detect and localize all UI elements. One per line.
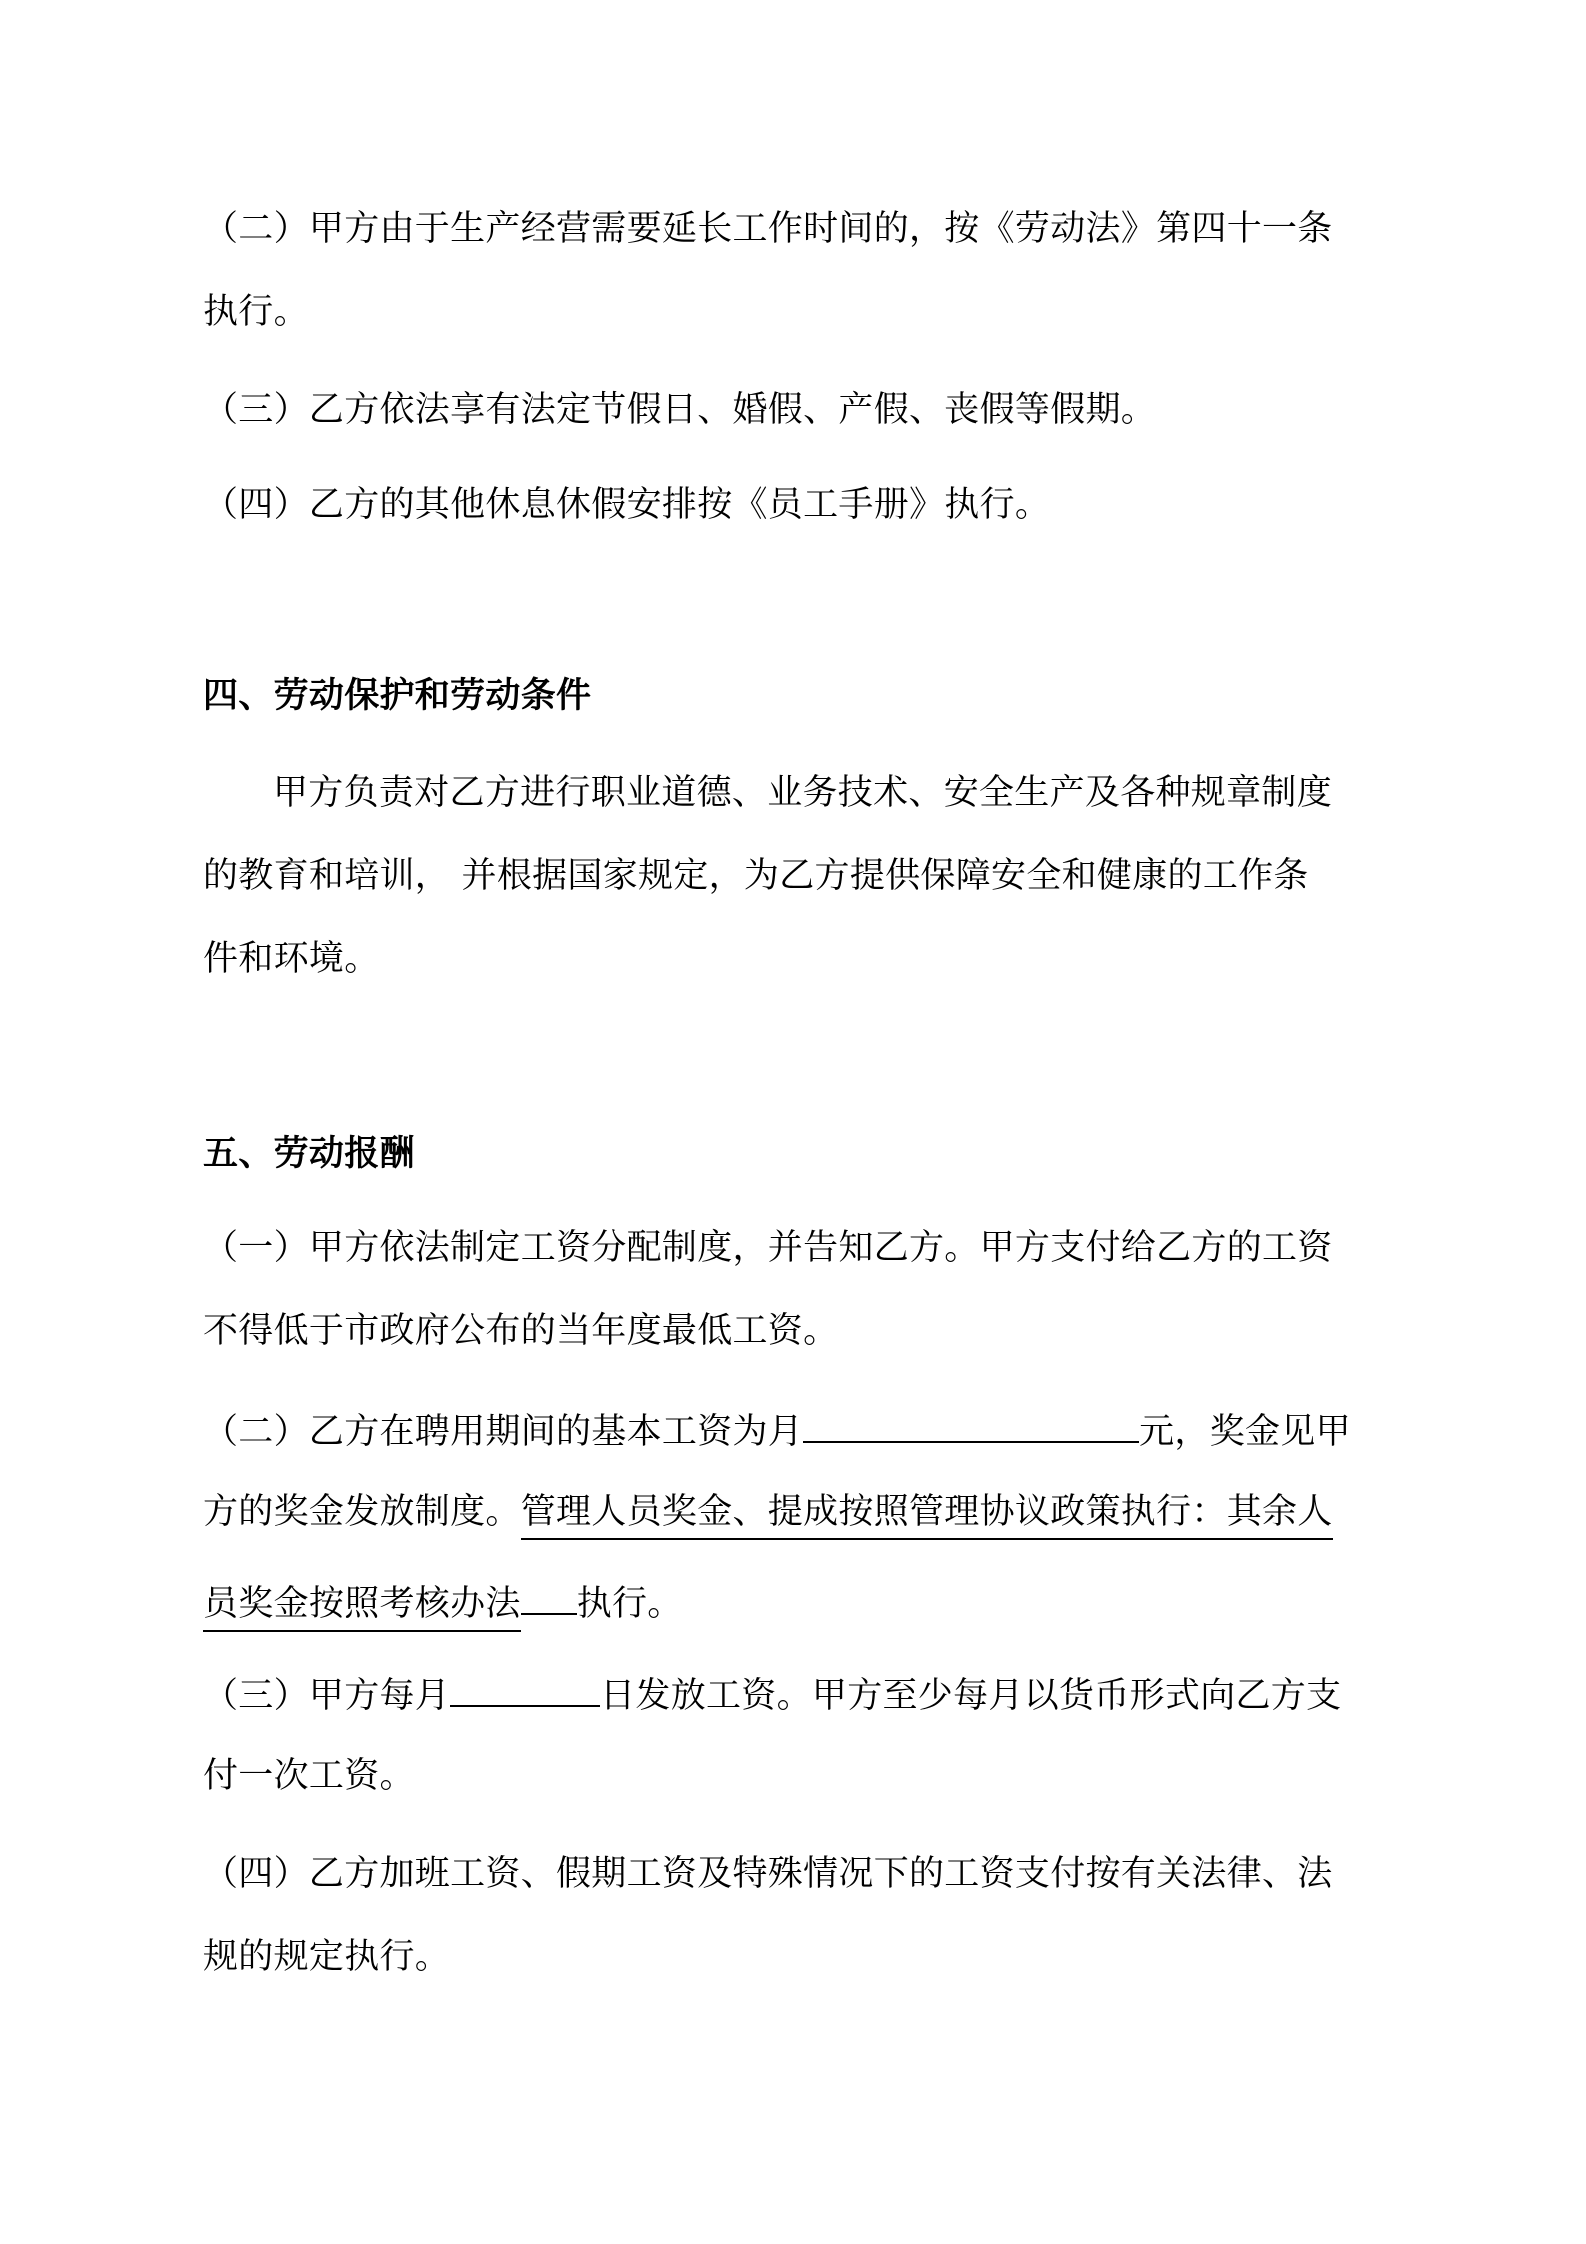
bonus-policy-filled-text-1: 管理人员奖金、提成按照管理协议政策执行：其余人 <box>521 1492 1333 1540</box>
clause-5-1-line-1: （一）甲方依法制定工资分配制度，并告知乙方。甲方支付给乙方的工资 <box>203 1228 1333 1268</box>
clause-5-2-text-b: 元，奖金见甲 <box>1139 1412 1351 1452</box>
section-4-para-line-3: 件和环境。 <box>203 939 380 979</box>
clause-5-2-text-d: 执行。 <box>576 1584 683 1624</box>
clause-5-2-text-a: （二）乙方在聘用期间的基本工资为月 <box>203 1412 804 1452</box>
section-4-heading: 四、劳动保护和劳动条件 <box>203 676 592 716</box>
clause-3-2-line-1: （二）甲方由于生产经营需要延长工作时间的，按《劳动法》第四十一条 <box>203 209 1333 249</box>
clause-5-3-line-1 <box>203 1673 1341 1716</box>
clause-5-4-line-1: （四）乙方加班工资、假期工资及特殊情况下的工资支付按有关法律、法 <box>203 1854 1333 1894</box>
clause-5-1-line-2: 不得低于市政府公布的当年度最低工资。 <box>203 1311 839 1351</box>
clause-5-2-text-c: 方的奖金发放制度。 <box>203 1492 521 1532</box>
clause-5-2-line-3 <box>203 1575 683 1624</box>
clause-5-3-text-b: 日发放工资。甲方至少每月以货币形式向乙方支 <box>600 1676 1342 1716</box>
section-4-para-line-1: 甲方负责对乙方进行职业道德、业务技术、安全生产及各种规章制度 <box>273 773 1333 813</box>
pay-day-blank[interactable] <box>450 1673 600 1707</box>
clause-3-4: （四）乙方的其他休息休假安排按《员工手册》执行。 <box>203 485 1051 525</box>
bonus-policy-underline-tail <box>521 1575 577 1615</box>
monthly-salary-blank[interactable] <box>803 1409 1139 1443</box>
clause-3-3: （三）乙方依法享有法定节假日、婚假、产假、丧假等假期。 <box>203 390 1157 430</box>
section-4-para-line-2: 的教育和培训， 并根据国家规定，为乙方提供保障安全和健康的工作条 <box>203 856 1309 896</box>
clause-5-3-text-a: （三）甲方每月 <box>203 1676 451 1716</box>
clause-3-2-line-2: 执行。 <box>203 292 309 332</box>
clause-5-2-line-1 <box>203 1409 1351 1452</box>
clause-5-3-line-2: 付一次工资。 <box>203 1756 415 1796</box>
bonus-policy-filled-text-2: 员奖金按照考核办法 <box>203 1584 521 1632</box>
clause-5-2-line-2 <box>203 1492 1333 1532</box>
section-5-heading: 五、劳动报酬 <box>203 1134 415 1174</box>
clause-5-4-line-2: 规的规定执行。 <box>203 1937 451 1977</box>
